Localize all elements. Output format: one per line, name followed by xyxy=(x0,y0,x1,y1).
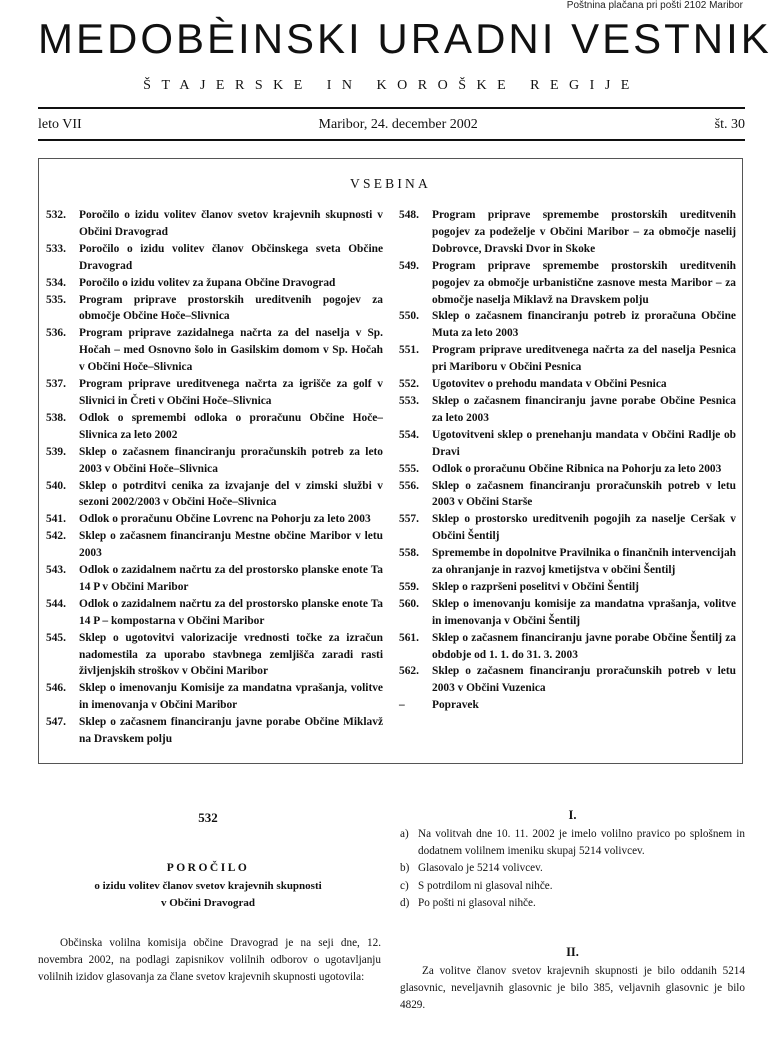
contents-item-number: 543. xyxy=(46,564,66,577)
contents-item-title: Sklep o razpršeni poselitvi v Občini Šentilj xyxy=(432,580,639,593)
contents-item xyxy=(46,376,383,410)
contents-item xyxy=(46,444,383,478)
contents-item xyxy=(399,393,736,427)
contents-item-title: Sklep o začasnem financiranju javne porabe Občine Miklavž na Dravskem polju xyxy=(79,716,383,746)
contents-item-number: – xyxy=(399,699,405,712)
contents-item xyxy=(46,207,383,241)
contents-item xyxy=(399,376,736,393)
contents-item-number: 541. xyxy=(46,513,66,526)
contents-item xyxy=(46,714,383,748)
publication-subtitle: ŠTAJERSKE IN KOROŠKE REGIJE xyxy=(143,78,640,93)
contents-right-column xyxy=(399,207,736,714)
article-number: 532 xyxy=(198,810,218,825)
contents-item xyxy=(399,511,736,545)
table-of-contents xyxy=(38,158,743,764)
contents-item-title: Program priprave spremembe prostorskih ureditvenih pogojev za podeželje v Občini Maribor – za območje naselij Dobrovce, Dravski Dvor in Skoke xyxy=(432,209,736,255)
contents-item-title: Sklep o začasnem financiranju proračunskih potreb za leto 2003 v Občini Hoče–Slivnica xyxy=(79,445,383,475)
section-2-body: Za volitve članov svetov krajevnih skupnosti je bilo oddanih 5214 glasovnic, neveljavnih glasovnic je bilo 385, veljavnih glasovnic je bilo 4829. xyxy=(400,965,745,1012)
bottom-rule xyxy=(38,139,745,141)
list-item xyxy=(400,826,745,860)
list-item xyxy=(400,860,745,877)
contents-item-number: 562. xyxy=(399,665,419,678)
publication-title: MEDOBÈINSKI URADNI VESTNIK xyxy=(38,15,772,62)
contents-item-number: 557. xyxy=(399,513,419,526)
contents-item xyxy=(46,562,383,596)
contents-item-title: Sklep o začasnem financiranju proračunskih potreb v letu 2003 v Občini Starše xyxy=(432,479,736,509)
list-item-text: Glasovalo je 5214 volivcev. xyxy=(418,862,543,875)
issue-number: št. 30 xyxy=(714,117,745,132)
contents-item-number: 559. xyxy=(399,580,419,593)
contents-item-number: 535. xyxy=(46,293,66,306)
contents-item-number: 560. xyxy=(399,597,419,610)
contents-item-title: Odlok o proračunu Občine Ribnica na Pohorju za leto 2003 xyxy=(432,462,722,475)
contents-item xyxy=(399,342,736,376)
list-item-label: d) xyxy=(400,896,410,909)
list-item-label: a) xyxy=(400,828,409,840)
issue-year: leto VII xyxy=(38,117,82,132)
list-item-text: S potrdilom ni glasoval nihče. xyxy=(418,879,553,892)
list-item-text: Po pošti ni glasoval nihče. xyxy=(418,896,536,909)
contents-item-title: Popravek xyxy=(432,699,479,712)
contents-item-number: 558. xyxy=(399,547,419,560)
section-heading-2: II. xyxy=(566,945,579,959)
contents-item-number: 545. xyxy=(46,631,66,644)
contents-item-title: Program priprave ureditvenega načrta za del naselja Pesnica pri Mariboru v Občini Pesnica xyxy=(432,344,736,374)
contents-item xyxy=(46,680,383,714)
contents-heading: VSEBINA xyxy=(350,176,431,191)
article-title xyxy=(38,878,378,912)
issue-place-date: Maribor, 24. december 2002 xyxy=(318,117,478,132)
contents-item-number: 554. xyxy=(399,428,419,441)
issue-info-bar xyxy=(38,117,745,133)
contents-item-title: Sklep o začasnem financiranju javne porabe Občine Pesnica za leto 2003 xyxy=(432,394,736,424)
contents-item-number: 555. xyxy=(399,462,419,475)
contents-item xyxy=(399,545,736,579)
section-heading-1: I. xyxy=(568,808,577,822)
contents-item xyxy=(399,579,736,596)
contents-item-title: Odlok o proračunu Občine Lovrenc na Pohorju za leto 2003 xyxy=(79,513,371,526)
contents-item-number: 547. xyxy=(46,716,66,729)
list-item-label: c) xyxy=(400,879,409,892)
contents-item-title: Sklep o potrditvi cenika za izvajanje del v zimski službi v sezoni 2002/2003 v Občini Hoče–Slivnica xyxy=(79,479,383,509)
contents-item-title: Odlok o zazidalnem načrtu za del prostorsko planske enote Ta 14 P – kompostarna v Občini Maribor xyxy=(79,597,383,627)
contents-item-title: Program priprave ureditvenega načrta za igrišče za golf v Slivnici in Čreti v Občini Hoče–Slivnica xyxy=(79,378,383,407)
contents-item xyxy=(399,427,736,461)
contents-item xyxy=(399,258,736,309)
contents-item-title: Ugotovitev o prehodu mandata v Občini Pesnica xyxy=(432,378,667,391)
section-1-list xyxy=(400,826,745,912)
article-intro: Občinska volilna komisija občine Dravograd je na seji dne, 12. novembra 2002, na podlagi zapisnikov volilnih odborov o ugotavljanju volilnih izidov glasovanja za člane svetov krajevnih skupnosti ugotovila: xyxy=(38,937,381,984)
contents-item-title: Spremembe in dopolnitve Pravilnika o finančnih intervencijah za ohranjanje in razvoj kmetijstva v občini Šentilj xyxy=(432,547,736,577)
contents-item-title: Sklep o začasnem financiranju Mestne občine Maribor v letu 2003 xyxy=(79,530,383,560)
contents-item-number: 551. xyxy=(399,344,419,357)
contents-item xyxy=(399,478,736,512)
contents-item xyxy=(46,325,383,376)
contents-item-title: Sklep o imenovanju komisije za mandatna vprašanja, volitve in imenovanja v Občini Šentilj xyxy=(432,597,736,627)
contents-item xyxy=(399,663,736,697)
contents-item-title: Odlok o zazidalnem načrtu za del prostorsko planske enote Ta 14 P v Občini Maribor xyxy=(79,564,383,593)
contents-item-number: 549. xyxy=(399,259,419,272)
contents-item xyxy=(46,528,383,562)
contents-item-title: Ugotovitveni sklep o prenehanju mandata v Občini Radlje ob Dravi xyxy=(432,428,736,458)
contents-item xyxy=(46,511,383,528)
contents-item-number: 538. xyxy=(46,411,66,424)
contents-item-title: Program priprave prostorskih ureditvenih pogojev za območje Občine Hoče–Slivnica xyxy=(79,293,383,323)
list-item xyxy=(400,895,745,912)
contents-item-number: 532. xyxy=(46,209,66,221)
contents-item-number: 546. xyxy=(46,682,66,695)
contents-item-number: 544. xyxy=(46,597,66,610)
contents-item-number: 550. xyxy=(399,310,419,323)
contents-item-title: Sklep o prostorsko ureditvenih pogojih za naselje Ceršak v Občini Šentilj xyxy=(432,513,736,543)
contents-item xyxy=(399,596,736,630)
contents-item xyxy=(46,596,383,630)
contents-left-column xyxy=(46,207,383,748)
article-type: POROČILO xyxy=(166,862,250,874)
contents-item-number: 539. xyxy=(46,445,66,458)
contents-item-title: Sklep o začasnem financiranju potreb iz proračuna Občine Muta za leto 2003 xyxy=(432,310,736,340)
contents-item-number: 552. xyxy=(399,378,419,391)
contents-item xyxy=(399,308,736,342)
contents-item xyxy=(399,461,736,478)
list-item xyxy=(400,878,745,895)
contents-item-number: 537. xyxy=(46,378,66,391)
contents-item xyxy=(46,241,383,275)
contents-item xyxy=(399,697,736,714)
article-title-line: v Občini Dravograd xyxy=(160,897,256,909)
contents-item-number: 556. xyxy=(399,479,419,492)
contents-item-number: 548. xyxy=(399,209,419,221)
article-title-line: o izidu volitev članov svetov krajevnih skupnosti xyxy=(94,880,322,892)
contents-item-number: 533. xyxy=(46,242,66,255)
contents-item-title: Poročilo o izidu volitev članov Občinskega sveta Občine Dravograd xyxy=(79,242,383,272)
contents-item xyxy=(46,292,383,326)
contents-item-title: Program priprave zazidalnega načrta za del naselja v Sp. Hočah – med Osnovno šolo in Gasilskim domom v Sp. Hočah v Občini Hoče–Slivnica xyxy=(79,327,383,374)
contents-item-number: 540. xyxy=(46,479,66,492)
contents-item-title: Program priprave spremembe prostorskih ureditvenih pogojev za območje urbanistične zasnove mesta Maribor – za območje naselja Miklavž na Dravskem polju xyxy=(432,259,736,306)
top-rule xyxy=(38,107,745,109)
contents-item-title: Sklep o imenovanju Komisije za mandatna vprašanja, volitve in imenovanja v Občini Maribor xyxy=(79,682,383,712)
postage-note: Poštnina plačana pri pošti 2102 Maribor xyxy=(566,0,743,11)
list-item-label: b) xyxy=(400,862,410,875)
contents-item-number: 561. xyxy=(399,631,419,644)
contents-item xyxy=(46,275,383,292)
contents-item xyxy=(46,630,383,681)
contents-item-number: 553. xyxy=(399,394,419,407)
contents-item-title: Poročilo o izidu volitev članov svetov krajevnih skupnosti v Občini Dravograd xyxy=(79,209,383,238)
contents-item-number: 542. xyxy=(46,530,66,543)
contents-item-title: Odlok o spremembi odloka o proračunu Občine Hoče–Slivnica za leto 2002 xyxy=(79,411,383,441)
contents-item xyxy=(399,630,736,664)
contents-item-title: Sklep o začasnem financiranju proračunskih potreb v letu 2003 v Občini Vuzenica xyxy=(432,665,736,695)
contents-item-number: 534. xyxy=(46,276,66,289)
contents-item-title: Sklep o začasnem financiranju javne porabe Občine Šentilj za obdobje od 1. 1. do 31. 3. 2003 xyxy=(432,631,736,661)
contents-item xyxy=(46,410,383,444)
contents-item-number: 536. xyxy=(46,327,66,340)
list-item-text: Na volitvah dne 10. 11. 2002 je imelo volilno pravico po splošnem in dodatnem volilnem imeniku skupaj 5214 volivcev. xyxy=(418,828,745,858)
contents-item xyxy=(399,207,736,258)
contents-item xyxy=(46,478,383,512)
contents-item-title: Sklep o ugotovitvi valorizacije vrednosti točke za izračun nadomestila za uporabo stavbnega zemljišča zaradi rasti življenjskih stroškov v Občini Maribor xyxy=(79,631,383,678)
contents-item-title: Poročilo o izidu volitev za župana Občine Dravograd xyxy=(79,276,336,289)
